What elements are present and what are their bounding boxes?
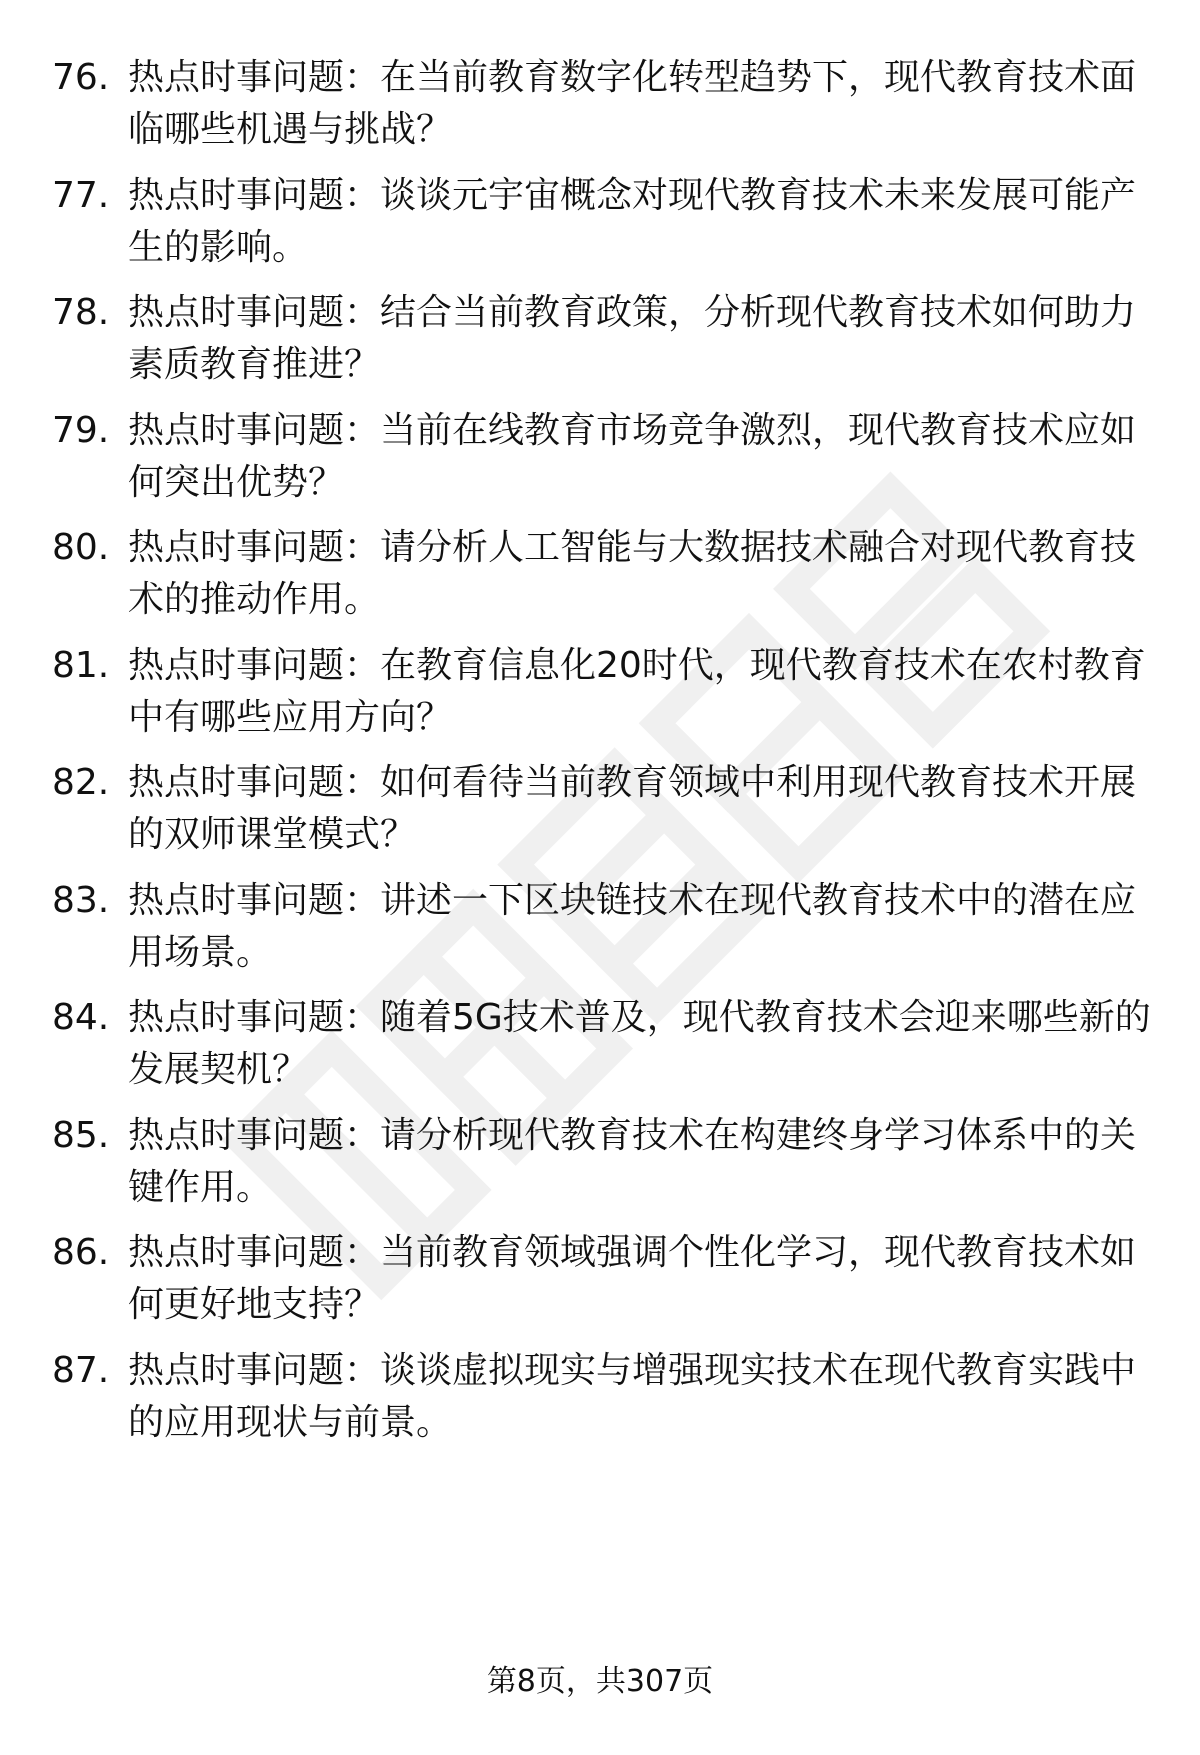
- question-item: [0, 1227, 1200, 1327]
- question-text-line: 热点时事问题：谈谈元宇宙概念对现代教育技术未来发展可能产: [128, 174, 1137, 216]
- page-number: 第8页，共307页: [486, 1664, 714, 1699]
- question-text-line: 何突出优势？: [128, 461, 345, 503]
- question-text: [128, 640, 1158, 744]
- question-text-line: 热点时事问题：当前教育领域强调个性化学习，现代教育技术如: [128, 1232, 1137, 1273]
- question-item: [0, 1110, 1200, 1210]
- question-item: [0, 992, 1200, 1092]
- question-text-line: 热点时事问题：结合当前教育政策，分析现代教育技术如何助力: [128, 292, 1137, 333]
- question-item: [0, 405, 1200, 505]
- question-number: 77.: [52, 174, 110, 216]
- question-text: [128, 1227, 1158, 1331]
- question-text-line: 发展契机？: [128, 1049, 309, 1090]
- question-text-line: 临哪些机遇与挑战？: [128, 109, 453, 150]
- question-text-line: 用场景。: [128, 931, 273, 973]
- question-text-line: 热点时事问题：请分析现代教育技术在构建终身学习体系中的关: [128, 1114, 1137, 1156]
- question-text: [128, 522, 1158, 626]
- question-text-line: 中有哪些应用方向？: [128, 696, 453, 738]
- question-item: [0, 52, 1200, 152]
- question-text-line: 热点时事问题：在教育信息化20时代，现代教育技术在农村教育: [128, 644, 1146, 686]
- question-text: [128, 757, 1158, 861]
- question-number: 85.: [52, 1114, 110, 1156]
- question-item: [0, 1345, 1200, 1445]
- question-text-line: 热点时事问题：随着5G技术普及，现代教育技术会迎来哪些新的: [128, 997, 1151, 1038]
- question-text: [128, 1110, 1158, 1214]
- question-number: 80.: [52, 527, 110, 568]
- question-text-line: 热点时事问题：谈谈虚拟现实与增强现实技术在现代教育实践中: [128, 1349, 1137, 1391]
- question-text-line: 热点时事问题：如何看待当前教育领域中利用现代教育技术开展: [128, 762, 1137, 803]
- question-number: 87.: [52, 1349, 110, 1391]
- question-number: 78.: [52, 292, 110, 333]
- question-text: [128, 52, 1158, 156]
- question-text-line: 热点时事问题：讲述一下区块链技术在现代教育技术中的潜在应: [128, 879, 1137, 921]
- question-text-line: 的双师课堂模式？: [128, 814, 417, 855]
- question-item: [0, 287, 1200, 387]
- question-text: [128, 1345, 1158, 1449]
- question-item: [0, 522, 1200, 622]
- question-text-line: 的应用现状与前景。: [128, 1401, 453, 1443]
- question-text: [128, 875, 1158, 979]
- question-text: [128, 992, 1158, 1096]
- question-item: [0, 640, 1200, 740]
- question-text-line: 热点时事问题：当前在线教育市场竞争激烈，现代教育技术应如: [128, 409, 1137, 451]
- question-number: 83.: [52, 879, 110, 921]
- question-text-line: 键作用。: [128, 1166, 273, 1208]
- question-number: 81.: [52, 644, 110, 686]
- question-text-line: 热点时事问题：在当前教育数字化转型趋势下，现代教育技术面: [128, 57, 1137, 98]
- question-number: 79.: [52, 409, 110, 451]
- question-text: [128, 170, 1158, 274]
- question-text-line: 何更好地支持？: [128, 1284, 381, 1325]
- question-number: 86.: [52, 1232, 110, 1273]
- question-item: [0, 757, 1200, 857]
- question-text-line: 素质教育推进？: [128, 344, 381, 385]
- question-number: 82.: [52, 762, 110, 803]
- question-text-line: 生的影响。: [128, 226, 309, 268]
- question-text: [128, 287, 1158, 391]
- question-number: 76.: [52, 57, 110, 98]
- question-number: 84.: [52, 997, 110, 1038]
- question-text: [128, 405, 1158, 509]
- question-item: [0, 170, 1200, 270]
- question-text-line: 术的推动作用。: [128, 579, 381, 620]
- question-item: [0, 875, 1200, 975]
- question-text-line: 热点时事问题：请分析人工智能与大数据技术融合对现代教育技: [128, 527, 1137, 568]
